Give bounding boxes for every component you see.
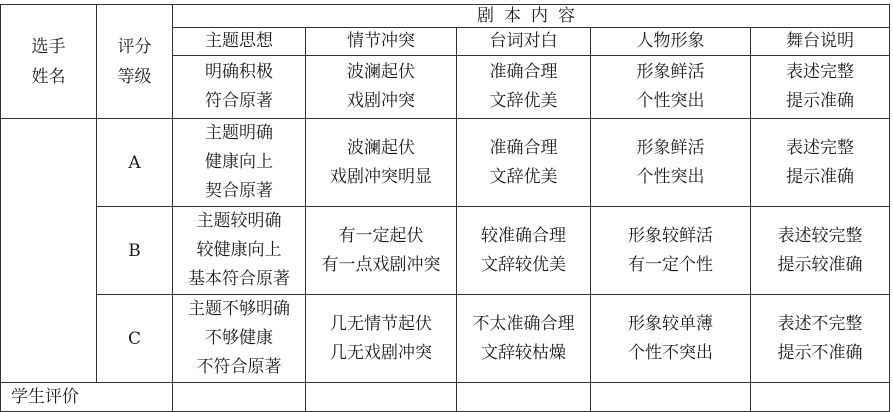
criteria-plot: 波澜起伏 戏剧冲突 xyxy=(306,56,457,119)
grade-a-dialogue: 准确合理 文辞优美 xyxy=(457,119,591,207)
grade-b-stage: 表述较完整 提示较准确 xyxy=(751,207,890,295)
student-eval-character-cell[interactable] xyxy=(591,383,751,412)
student-eval-plot-cell[interactable] xyxy=(306,383,457,412)
grade-a-theme: 主题明确 健康向上 契合原著 xyxy=(173,119,306,207)
grade-c-character: 形象较单薄 个性不突出 xyxy=(591,295,751,383)
grade-c-plot: 几无情节起伏 几无戏剧冲突 xyxy=(306,295,457,383)
category-plot: 情节冲突 xyxy=(306,28,457,56)
category-stage: 舞台说明 xyxy=(751,28,890,56)
grade-level-header: 评分 等级 xyxy=(97,5,173,119)
grade-b-character: 形象较鲜活 有一定个性 xyxy=(591,207,751,295)
category-theme: 主题思想 xyxy=(173,28,306,56)
student-eval-dialogue-cell[interactable] xyxy=(457,383,591,412)
student-eval-theme-cell[interactable] xyxy=(173,383,306,412)
grade-c-theme: 主题不够明确 不够健康 不符合原著 xyxy=(173,295,306,383)
criteria-character: 形象鲜活 个性突出 xyxy=(591,56,751,119)
grade-a-character: 形象鲜活 个性突出 xyxy=(591,119,751,207)
student-eval-stage-cell[interactable] xyxy=(751,383,890,412)
category-character: 人物形象 xyxy=(591,28,751,56)
grade-level-c: C xyxy=(97,295,173,383)
student-evaluation-label: 学生评价 xyxy=(1,383,173,412)
grade-a-plot: 波澜起伏 戏剧冲突明显 xyxy=(306,119,457,207)
script-content-header: 剧本内容 xyxy=(173,5,890,28)
criteria-theme: 明确积极 符合原著 xyxy=(173,56,306,119)
grade-level-b: B xyxy=(97,207,173,295)
grade-a-stage: 表述完整 提示准确 xyxy=(751,119,890,207)
criteria-stage: 表述完整 提示准确 xyxy=(751,56,890,119)
criteria-dialogue: 准确合理 文辞优美 xyxy=(457,56,591,119)
grade-b-theme: 主题较明确 较健康向上 基本符合原著 xyxy=(173,207,306,295)
category-dialogue: 台词对白 xyxy=(457,28,591,56)
grade-c-stage: 表述不完整 提示不准确 xyxy=(751,295,890,383)
grade-b-plot: 有一定起伏 有一点戏剧冲突 xyxy=(306,207,457,295)
player-name-cell xyxy=(1,119,97,383)
player-name-header: 选手 姓名 xyxy=(1,5,97,119)
grade-c-dialogue: 不太准确合理 文辞较枯燥 xyxy=(457,295,591,383)
rubric-table xyxy=(0,4,890,412)
grade-level-a: A xyxy=(97,119,173,207)
grade-b-dialogue: 较准确合理 文辞较优美 xyxy=(457,207,591,295)
